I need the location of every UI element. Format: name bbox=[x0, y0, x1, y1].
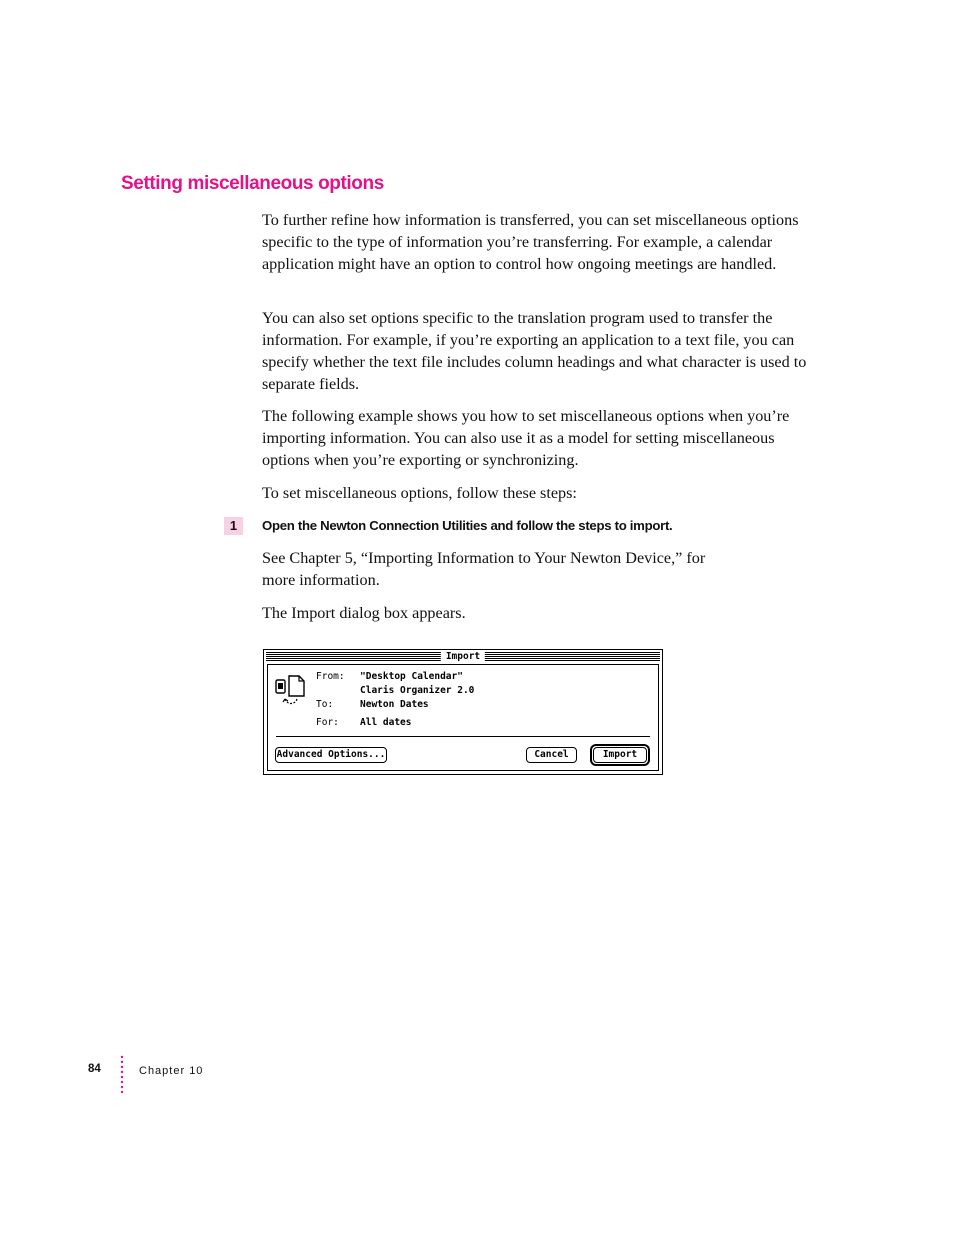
step-number-badge: 1 bbox=[224, 517, 243, 535]
to-value: Newton Dates bbox=[360, 699, 429, 710]
footer-dots-divider bbox=[119, 1055, 125, 1095]
step-instruction: Open the Newton Connection Utilities and follow the steps to import. bbox=[262, 518, 673, 533]
page-number: 84 bbox=[88, 1063, 101, 1075]
dialog-title: Import bbox=[441, 650, 485, 663]
dialog-divider bbox=[276, 736, 650, 737]
advanced-options-button[interactable]: Advanced Options... bbox=[275, 747, 387, 763]
step-detail-line-2: more information. bbox=[262, 571, 380, 589]
step-result: The Import dialog box appears. bbox=[262, 604, 466, 622]
paragraph-3: The following example shows you how to set miscellaneous options when you’re importing information. You can also use it as a model for setting miscellaneous options when you’re exporting or synchronizing. bbox=[262, 407, 790, 469]
chapter-label: Chapter 10 bbox=[139, 1065, 204, 1077]
import-button[interactable]: Import bbox=[593, 747, 647, 763]
from-value-app: Claris Organizer 2.0 bbox=[360, 685, 475, 696]
import-dialog bbox=[263, 649, 663, 775]
dialog-body bbox=[267, 664, 659, 771]
paragraph-2: You can also set options specific to the translation program used to transfer the information. For example, if you’re exporting an application to a text file, you can specify whether the text file includes column headings and what character is used to separate fields. bbox=[262, 309, 807, 393]
to-label: To: bbox=[316, 699, 334, 710]
step-detail bbox=[262, 547, 807, 591]
dialog-titlebar[interactable] bbox=[266, 652, 660, 662]
from-value-file: "Desktop Calendar" bbox=[360, 671, 463, 682]
paragraph-4: To set miscellaneous options, follow these steps: bbox=[262, 484, 577, 502]
document-transfer-icon bbox=[275, 674, 307, 708]
for-value: All dates bbox=[360, 717, 412, 728]
for-label: For: bbox=[316, 717, 339, 728]
from-label: From: bbox=[316, 671, 345, 682]
section-heading: Setting miscellaneous options bbox=[121, 173, 384, 194]
cancel-button[interactable]: Cancel bbox=[526, 747, 577, 763]
paragraph-1: To further refine how information is transferred, you can set miscellaneous options specific to the type of information you’re transferring. For example, a calendar application might have an option to control how ongoing meetings are handled. bbox=[262, 211, 799, 273]
step-detail-line-1: See Chapter 5, “Importing Information to Your Newton Device,” for bbox=[262, 549, 706, 567]
